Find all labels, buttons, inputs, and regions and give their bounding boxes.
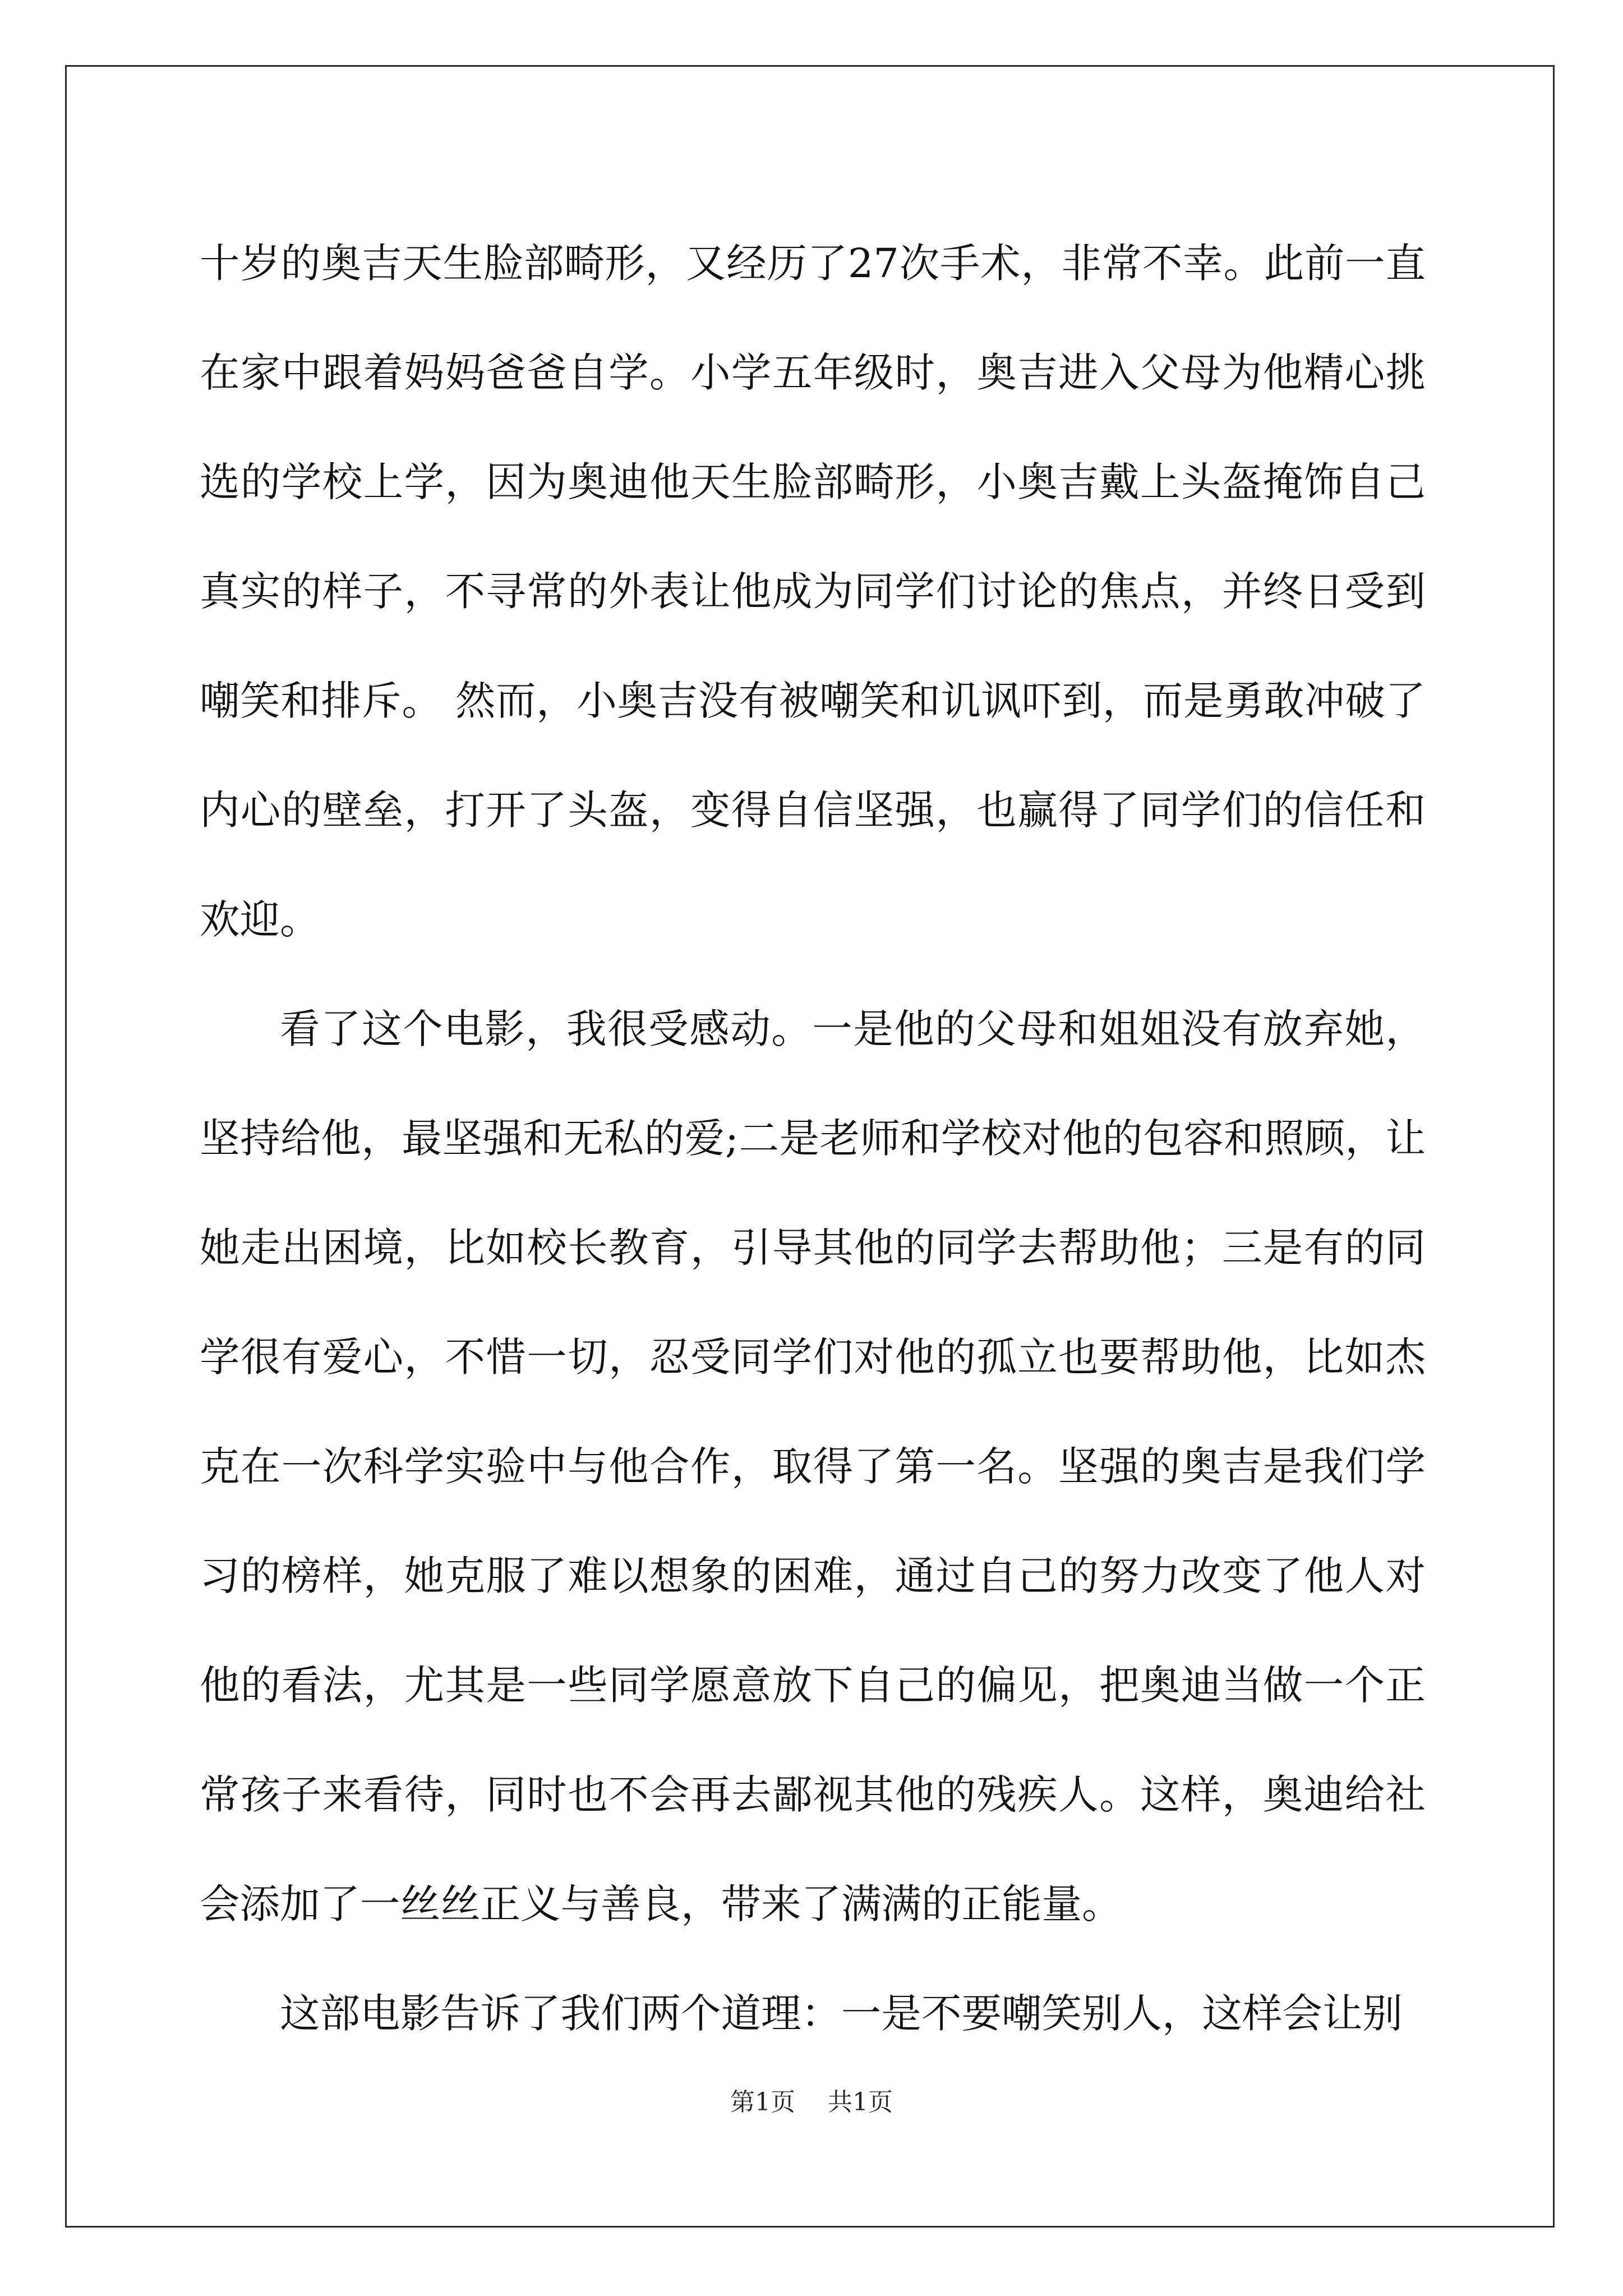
page-number-total: 共1页	[828, 2088, 893, 2116]
page-footer	[0, 2086, 1623, 2119]
paragraph-3: 这部电影告诉了我们两个道理：一是不要嘲笑别人，这样会让别	[280, 1990, 1403, 2037]
document-body	[200, 209, 1426, 2068]
page-number-current: 第1页	[730, 2088, 795, 2116]
paragraph-2: 看了这个电影，我很受感动。一是他的父母和姐姐没有放弃她，坚持给他，最坚强和无私的爱;二是老师和学校对他的包容和照顾，让她走出困境，比如校长教育，引导其他的同学去帮助他；三是有的同学很有爱心，不惜一切，忍受同学们对他的孤立也要帮助他，比如杰克在一次科学实验中与他合作，取得了第一名。坚强的奥吉是我们学习的榜样，她克服了难以想象的困难，通过自己的努力改变了他人对他的看法，尤其是一些同学愿意放下自己的偏见，把奥迪当做一个正常孩子来看待，同时也不会再去鄙视其他的残疾人。这样，奥迪给社会添加了一丝丝正义与善良，带来了满满的正能量。	[200, 1006, 1426, 1927]
paragraph-1: 十岁的奥吉天生脸部畸形，又经历了27次手术，非常不幸。此前一直在家中跟着妈妈爸爸自学。小学五年级时，奥吉进入父母为他精心挑选的学校上学，因为奥迪他天生脸部畸形，小奥吉戴上头盔掩饰自己真实的样子，不寻常的外表让他成为同学们讨论的焦点，并终日受到嘲笑和排斥。 然而，小奥吉没有被嘲笑和讥讽吓到，而是勇敢冲破了内心的壁垒，打开了头盔，变得自信坚强，也赢得了同学们的信任和欢迎。	[200, 240, 1426, 943]
